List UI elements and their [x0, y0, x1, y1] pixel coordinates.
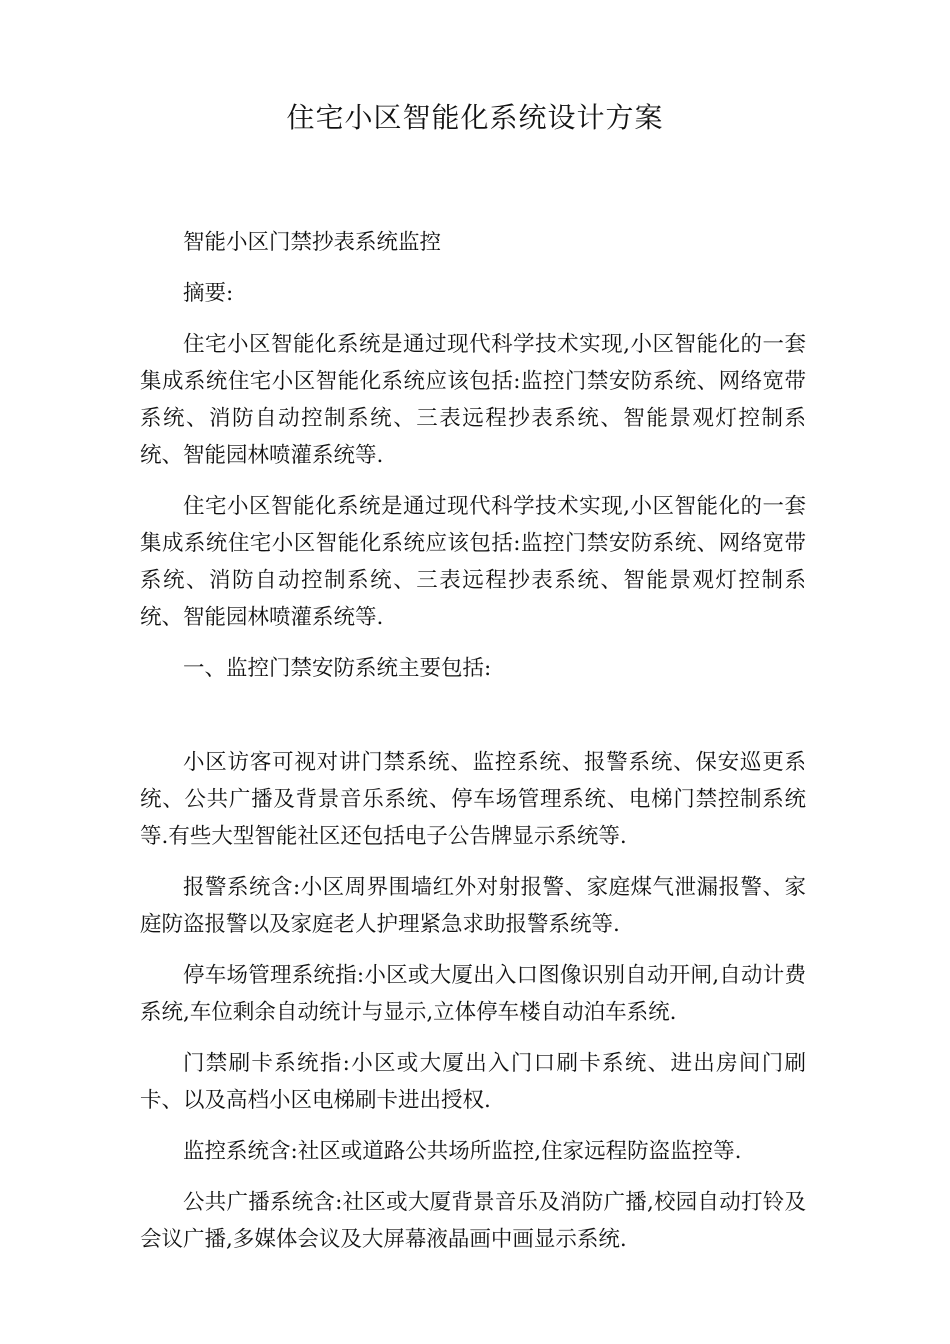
public-address-paragraph: 公共广播系统含:社区或大厦背景音乐及消防广播,校园自动打铃及会议广播,多媒体会议及大屏幕液晶画中画显示系统. — [140, 1190, 806, 1252]
document-body — [140, 224, 806, 1258]
monitoring-paragraph: 监控系统含:社区或道路公共场所监控,住家远程防盗监控等. — [183, 1139, 742, 1164]
alarm-paragraph: 报警系统含:小区周界围墙红外对射报警、家庭煤气泄漏报警、家庭防盗报警以及家庭老人护理紧急求助报警系统等. — [140, 875, 806, 937]
abstract-label: 摘要: — [183, 281, 234, 306]
card-access-paragraph: 门禁刷卡系统指:小区或大厦出入门口刷卡系统、进出房间门刷卡、以及高档小区电梯刷卡进出授权. — [140, 1051, 806, 1113]
section-1-heading: 一、监控门禁安防系统主要包括: — [183, 656, 492, 681]
document-subtitle: 智能小区门禁抄表系统监控 — [183, 230, 442, 255]
visitor-paragraph: 小区访客可视对讲门禁系统、监控系统、报警系统、保安巡更系统、公共广播及背景音乐系统、停车场管理系统、电梯门禁控制系统等.有些大型智能社区还包括电子公告牌显示系统等. — [140, 750, 806, 849]
intro-paragraph-2: 住宅小区智能化系统是通过现代科学技术实现,小区智能化的一套集成系统住宅小区智能化系统应该包括:监控门禁安防系统、网络宽带系统、消防自动控制系统、三表远程抄表系统、智能景观灯控制系统、智能园林喷灌系统等. — [140, 494, 806, 630]
document-title: 住宅小区智能化系统设计方案 — [286, 101, 664, 134]
intro-paragraph-1: 住宅小区智能化系统是通过现代科学技术实现,小区智能化的一套集成系统住宅小区智能化系统应该包括:监控门禁安防系统、网络宽带系统、消防自动控制系统、三表远程抄表系统、智能景观灯控制系统、智能园林喷灌系统等. — [140, 332, 806, 468]
parking-paragraph: 停车场管理系统指:小区或大厦出入口图像识别自动开闸,自动计费系统,车位剩余自动统计与显示,立体停车楼自动泊车系统. — [140, 963, 806, 1025]
